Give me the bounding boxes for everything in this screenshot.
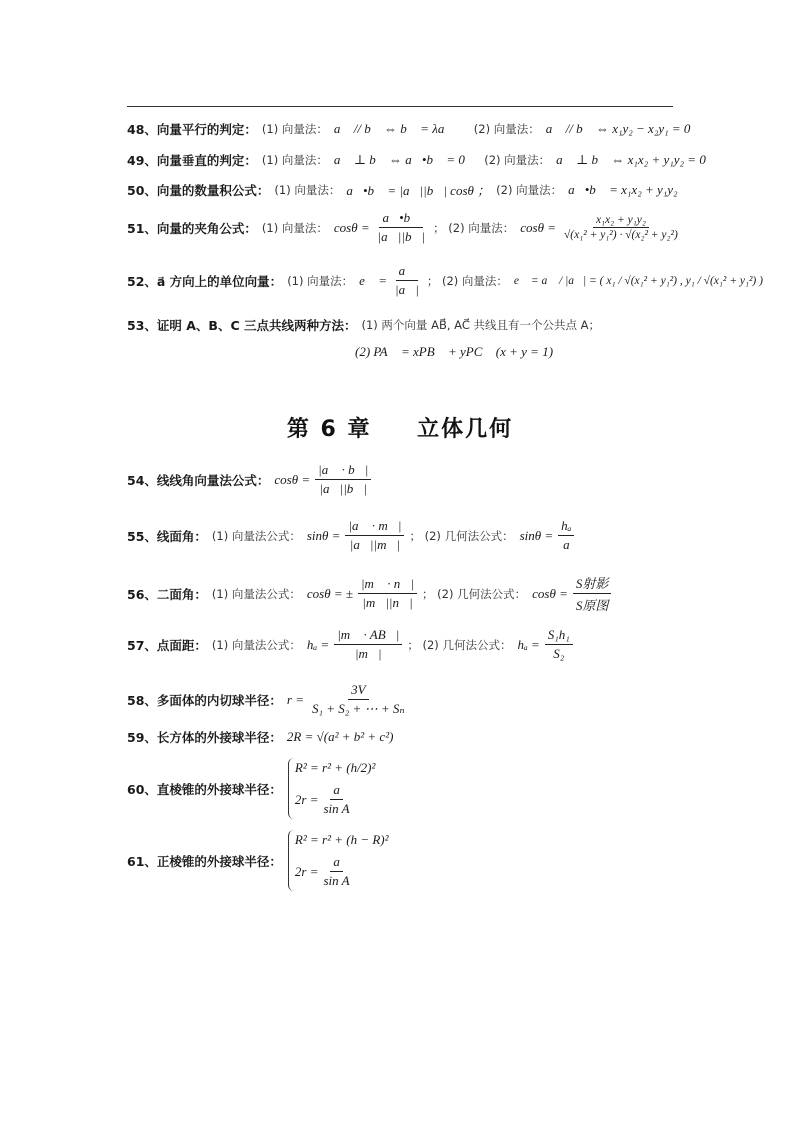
denominator: |a⃗||m⃗| (349, 537, 401, 552)
formula-text: sinθ = (306, 527, 341, 543)
formula-text: cosθ = (333, 219, 370, 235)
item-label: 49、向量垂直的判定： (127, 153, 257, 168)
formula-text: hₐ = (306, 636, 330, 652)
formula-53-method-2 (352, 344, 556, 360)
formula-50 (127, 180, 681, 199)
numerator: S射影 (573, 573, 612, 594)
method-1-label: (1) 向量法： (261, 122, 328, 136)
method-2-label: ； (2) 几何法公式： (407, 637, 512, 652)
fraction (309, 682, 408, 717)
item-label: 57、点面距： (127, 637, 207, 653)
method-1-label: (1) 向量法： (287, 273, 354, 288)
item-label: 56、二面角： (127, 586, 207, 602)
formula-54 (127, 462, 373, 497)
fraction (392, 263, 422, 298)
formula-text: 2r = (294, 791, 319, 807)
formula-51 (127, 210, 683, 245)
formula-53 (127, 316, 603, 334)
item-label: 61、正棱锥的外接球半径： (127, 853, 282, 869)
item-label: 53、证明 A、B、C 三点共线两种方法： (127, 318, 357, 333)
numerator: x₁x₂ + y₁y₂ (593, 214, 649, 228)
formula-text: 2R = √(a² + b² + c²) (286, 729, 394, 744)
method-2-label: (2) 向量法： (473, 122, 540, 136)
numerator: hₐ (558, 518, 574, 536)
numerator: 3V (348, 682, 368, 700)
numerator: a⃗ (396, 263, 419, 281)
method-1-label: (1) 向量法公式： (211, 586, 301, 601)
fraction (561, 214, 681, 241)
fraction (358, 576, 417, 611)
denominator: S₁ + S₂ + ⋯ + Sₙ (312, 701, 405, 716)
numerator: |a⃗ · b⃗| (315, 462, 371, 480)
fraction (375, 210, 429, 245)
method-1-label: (1) 向量法公式： (211, 528, 301, 543)
chapter-number: 第 6 章 (286, 417, 372, 442)
numerator: a⃗•b⃗ (379, 210, 423, 228)
formula-59 (127, 728, 396, 746)
formula-text: a⃗ // b⃗ ⇔ x₁y₂ − x₂y₁ = 0 (545, 121, 691, 136)
formula-text: a⃗ // b⃗ ⇔ b⃗ = λa⃗ ； (333, 121, 468, 136)
item-label: 55、线面角： (127, 528, 207, 544)
item-label: 58、多面体的内切球半径： (127, 692, 282, 708)
numerator: |m⃗ · AB⃗| (334, 627, 402, 645)
chapter-title: 立体几何 (417, 417, 514, 442)
method-1-label: (1) 向量法： (274, 182, 341, 197)
denominator: S₂ (553, 646, 565, 661)
method-2-label: ； (2) 向量法： (433, 220, 515, 235)
item-label: 52、a⃗ 方向上的单位向量： (127, 273, 283, 289)
denominator: |m⃗||n⃗| (362, 595, 413, 610)
method-1-label: (1) 向量法公式： (211, 637, 301, 652)
formula-text: cosθ = (520, 219, 556, 235)
denominator: √(x₁² + y₁²) · √(x₂² + y₂²) (564, 229, 678, 241)
formula-text: cosθ = ± (306, 585, 353, 601)
formula-49 (127, 151, 709, 169)
formula-text: sinθ = (519, 527, 554, 543)
fraction (321, 854, 353, 889)
numerator: S₁h₁ (545, 627, 573, 645)
denominator: |a⃗||b⃗| (377, 229, 426, 244)
formula-text: e⃗ = (359, 272, 388, 288)
method-1-label: (1) 向量法： (261, 153, 328, 167)
method-2-label: ； (2) 几何法公式： (409, 528, 514, 543)
formula-56 (127, 573, 613, 614)
formula-text: 2r = (294, 863, 319, 879)
formula-text: (2) PA⃗ = xPB⃗ + yPC⃗ (x + y = 1) (355, 344, 554, 359)
formula-55 (127, 518, 576, 553)
denominator: a (563, 537, 570, 552)
equation-line: R² = r² + (h − R)² (294, 832, 389, 847)
method-2-label: (2) 向量法： (496, 182, 563, 197)
fraction (321, 782, 353, 817)
formula-text: cosθ = (532, 585, 568, 601)
item-label: 60、直棱锥的外接球半径： (127, 781, 282, 797)
denominator: sin A (323, 873, 350, 888)
fraction (334, 627, 402, 662)
formula-text: a⃗ ⊥ b⃗ ⇔ a⃗•b⃗ = 0 ； (333, 152, 479, 167)
item-label: 54、线线角向量法公式： (127, 472, 270, 488)
fraction (545, 627, 573, 662)
denominator: |m⃗| (354, 646, 382, 661)
formula-text: r = (286, 691, 304, 707)
fraction (573, 573, 612, 614)
denominator: sin A (323, 801, 350, 816)
method-2-label: ； (2) 几何法公式： (422, 586, 527, 601)
chapter-heading (0, 412, 800, 443)
formula-57 (127, 627, 575, 662)
equation-system (288, 830, 389, 891)
item-label: 51、向量的夹角公式： (127, 220, 257, 236)
formula-text: a⃗ ⊥ b⃗ ⇔ x₁x₂ + y₁y₂ = 0 (556, 152, 706, 167)
fraction (315, 462, 371, 497)
formula-48 (127, 120, 693, 138)
method-2-label: (2) 向量法： (484, 153, 551, 167)
equation-line: R² = r² + (h/2)² (294, 760, 376, 775)
formula-text: cosθ = (274, 471, 311, 487)
formula-text: a⃗•b⃗ = x₁x₂ + y₁y₂ (568, 181, 678, 197)
numerator: |a⃗ · m⃗| (345, 518, 404, 536)
numerator: a (330, 782, 343, 800)
formula-text: e⃗ = a⃗ / |a⃗| = ( x₁ / √(x₁² + y₁²) , y₁ / √(x₁² + y₁²) ) (513, 274, 763, 287)
item-label: 50、向量的数量积公式： (127, 182, 270, 198)
formula-text: a⃗•b⃗ = |a⃗||b⃗| cosθ ； (346, 183, 491, 198)
denominator: |a⃗| (395, 282, 419, 297)
equation-line (295, 854, 389, 889)
method-1-label: (1) 两个向量 AB⃗, AC⃗ 共线且有一个公共点 A； (361, 318, 601, 332)
denominator: |a⃗||b⃗| (319, 481, 367, 496)
method-2-label: ； (2) 向量法： (426, 273, 508, 288)
equation-line (295, 782, 376, 817)
fraction (345, 518, 404, 553)
denominator: S原图 (575, 598, 609, 613)
item-label: 59、长方体的外接球半径： (127, 730, 282, 745)
formula-52 (127, 263, 766, 298)
formula-60 (127, 758, 378, 819)
numerator: a (330, 854, 343, 872)
header-rule (127, 106, 673, 107)
equation-system (288, 758, 376, 819)
method-1-label: (1) 向量法： (261, 220, 328, 235)
formula-text: hₐ = (517, 636, 540, 652)
fraction (558, 518, 574, 553)
formula-61 (127, 830, 392, 891)
numerator: |m⃗ · n⃗| (358, 576, 417, 594)
formula-58 (127, 682, 410, 717)
item-label: 48、向量平行的判定： (127, 122, 257, 137)
